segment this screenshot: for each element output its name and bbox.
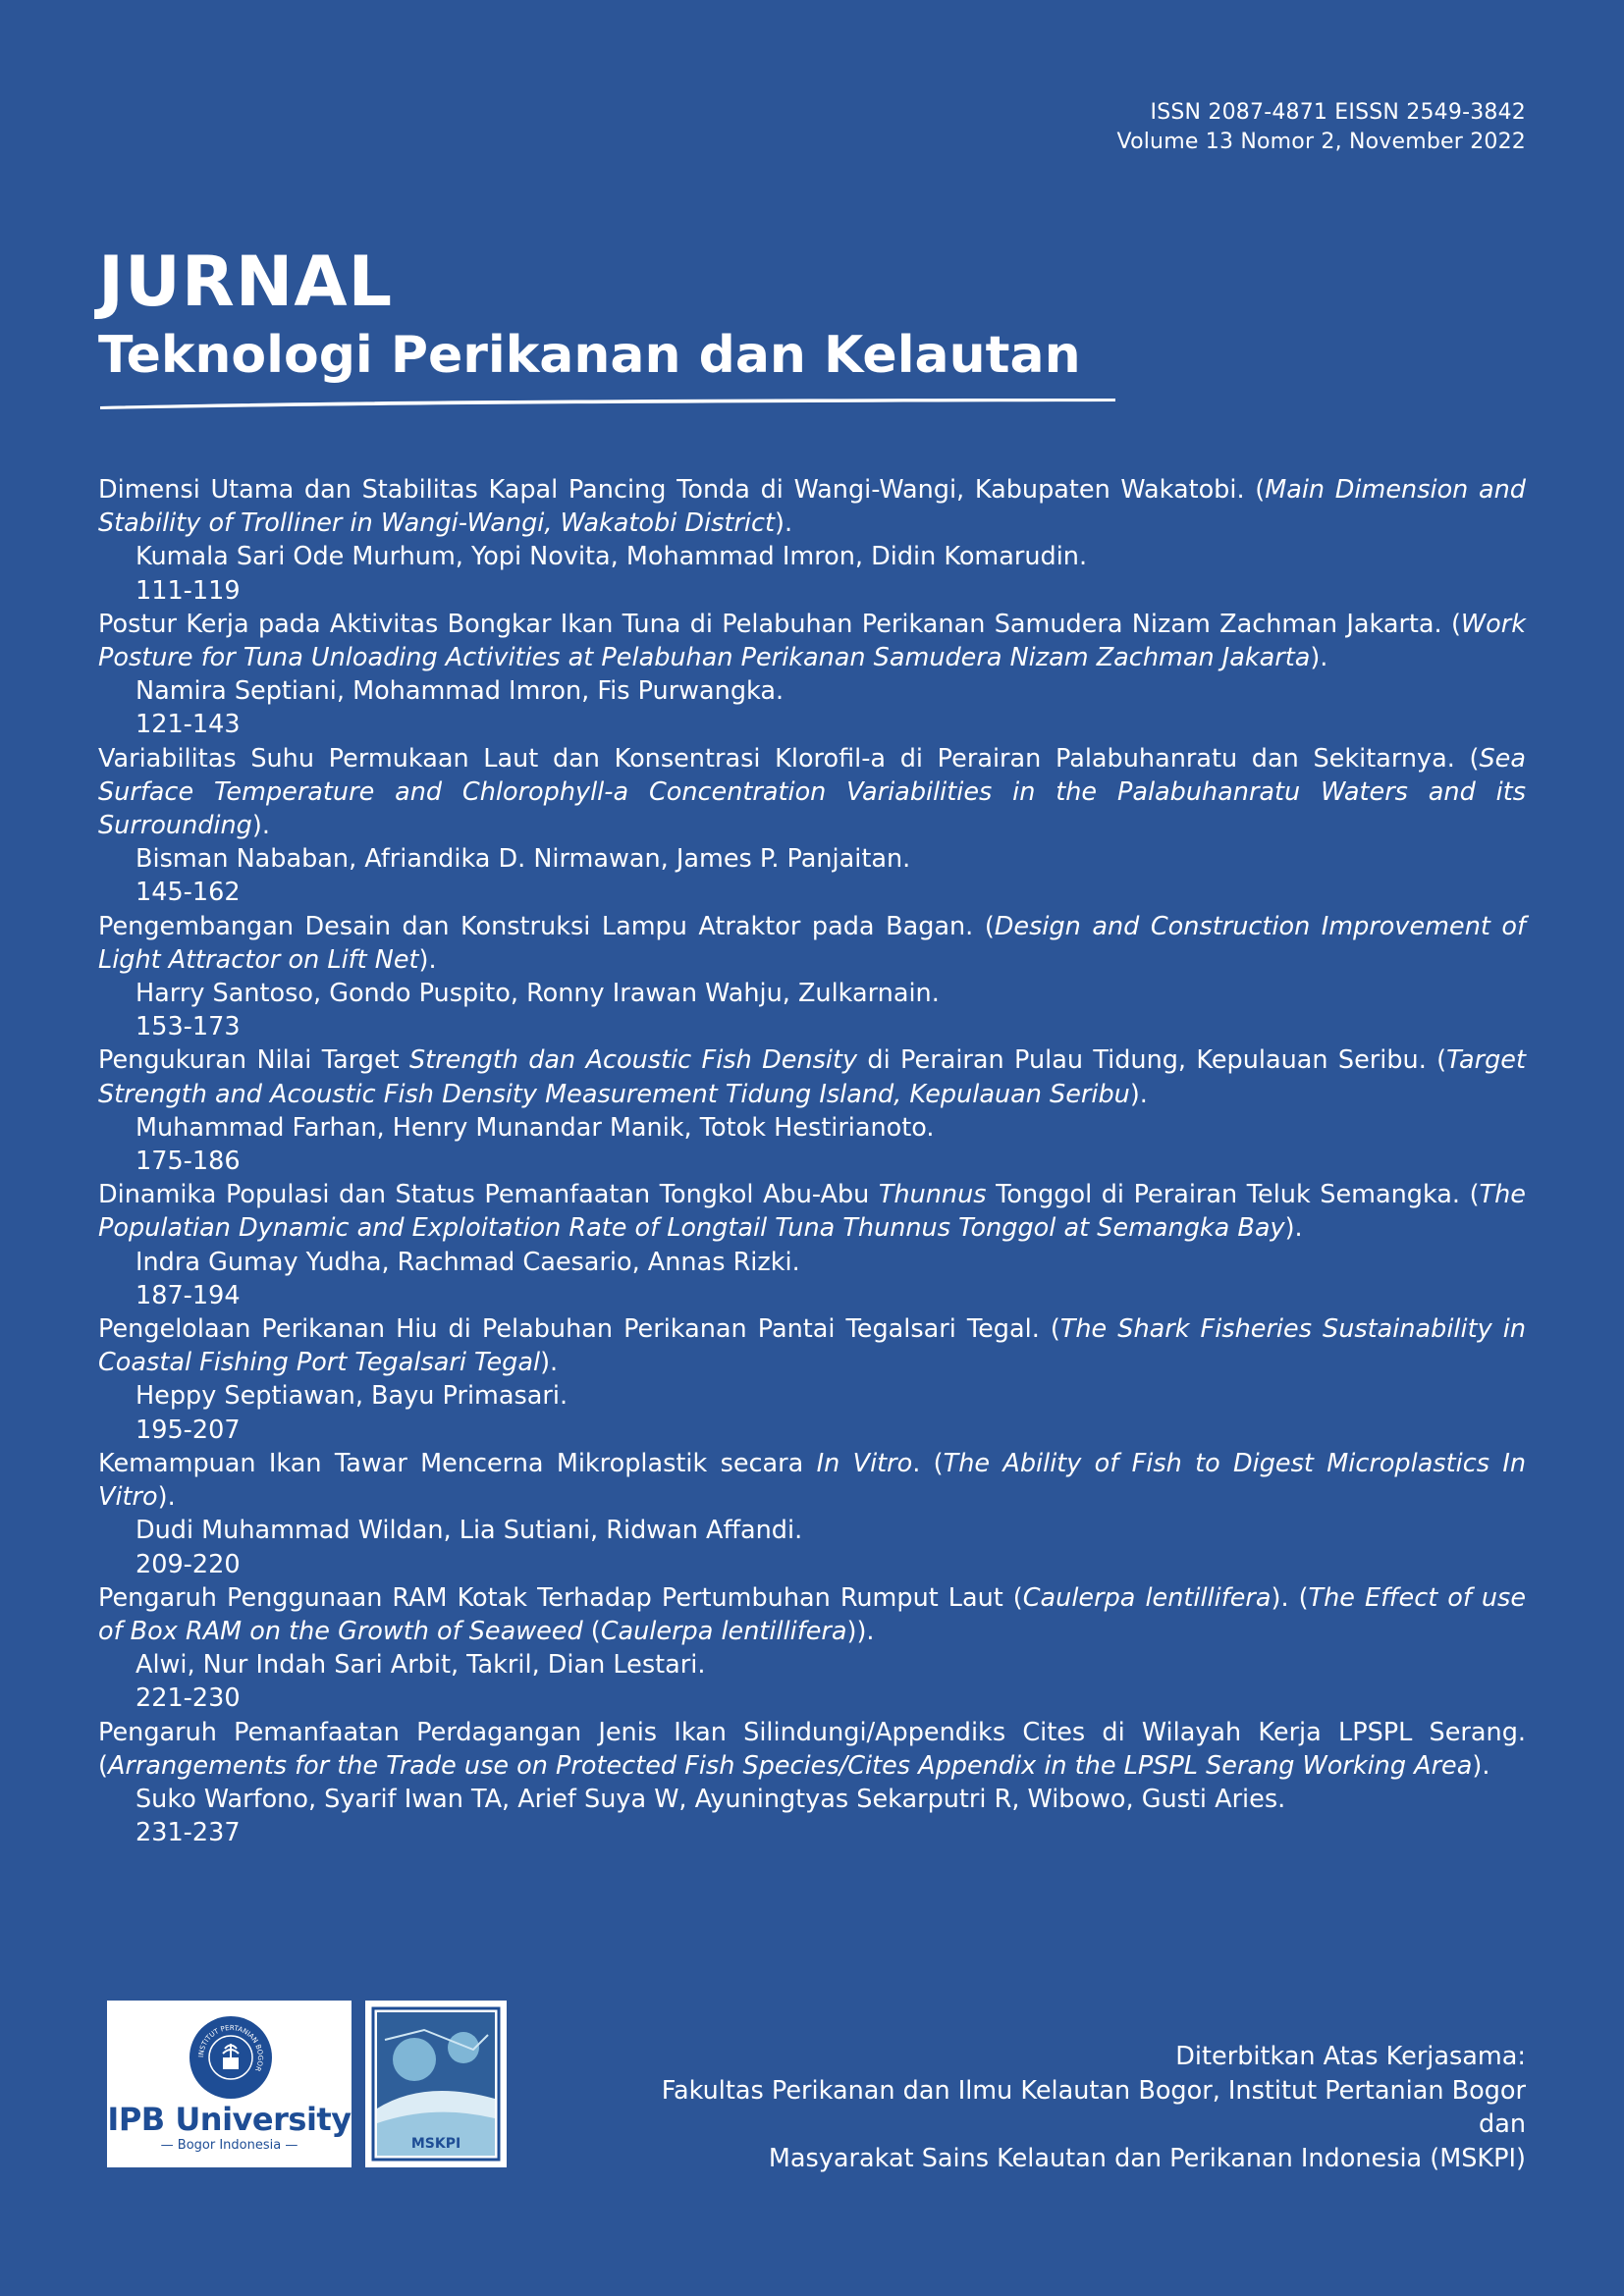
- article-title-segment: ).: [251, 811, 270, 841]
- mskpi-label: MSKPI: [410, 2136, 461, 2152]
- article-title-segment: Caulerpa lentillifera: [1022, 1582, 1272, 1613]
- article-title: [98, 1178, 1526, 1245]
- table-of-contents: [98, 473, 1526, 1849]
- article-title-segment: Pengukuran Nilai Target: [98, 1045, 410, 1076]
- article-entry: [98, 1447, 1526, 1581]
- article-authors: Bisman Nababan, Afriandika D. Nirmawan, James P. Panjaitan.: [135, 844, 911, 875]
- article-title-segment: Dinamika Populasi dan Status Pemanfaatan Tongkol Abu-Abu: [98, 1180, 879, 1210]
- article-title: [98, 1043, 1526, 1110]
- article-pages: 175-186: [135, 1147, 241, 1177]
- article-pages: 209-220: [135, 1549, 241, 1579]
- article-pages: 111-119: [135, 575, 241, 606]
- article-authors: Muhammad Farhan, Henry Munandar Manik, Totok Hestirianoto.: [135, 1112, 935, 1143]
- article-title-segment: ).: [1310, 643, 1328, 673]
- article-entry: [98, 608, 1526, 742]
- article-entry: [98, 910, 1526, 1044]
- ipb-seal-text: INSTITUT PERTANIAN BOGOR: [196, 2023, 265, 2073]
- article-title-segment: ).: [418, 944, 437, 975]
- article-entry: [98, 1312, 1526, 1447]
- article-pages: 187-194: [135, 1280, 241, 1310]
- article-title: [98, 1716, 1526, 1783]
- article-title-segment: ).: [1284, 1213, 1303, 1244]
- article-title-segment: ). (: [1271, 1582, 1309, 1613]
- article-pages: 221-230: [135, 1683, 241, 1714]
- article-authors: Dudi Muhammad Wildan, Lia Sutiani, Ridwan Affandi.: [135, 1516, 803, 1546]
- article-title-segment: In Vitro: [816, 1448, 913, 1478]
- article-title-segment: Arrangements for the Trade use on Protected Fish Species/Cites Appendix in the LPSPL Serang Working Area: [107, 1750, 1473, 1781]
- article-entry: [98, 1043, 1526, 1178]
- issn-block: [1117, 98, 1526, 157]
- publisher-block: [662, 2040, 1526, 2175]
- article-title-segment: The Effect of use of Box RAM on the Growth of Seaweed: [98, 1582, 1527, 1646]
- article-entry: [98, 473, 1526, 608]
- article-title-segment: . (: [912, 1448, 944, 1478]
- article-title-segment: (: [582, 1616, 601, 1646]
- article-authors: Heppy Septiawan, Bayu Primasari.: [135, 1381, 568, 1412]
- article-title: [98, 910, 1526, 977]
- article-title-segment: Dimensi Utama dan Stabilitas Kapal Pancing Tonda di Wangi-Wangi, Kabupaten Wakatobi. (: [98, 475, 1266, 505]
- article-title-segment: Caulerpa lentillifera: [600, 1616, 847, 1646]
- article-entry: [98, 1178, 1526, 1312]
- article-title-segment: Target Strength and Acoustic Fish Density Measurement Tidung Island, Kepulauan Seribu: [98, 1045, 1526, 1109]
- article-title-segment: ).: [1472, 1750, 1490, 1781]
- article-pages: 195-207: [135, 1415, 241, 1445]
- journal-title-block: [98, 241, 1178, 410]
- article-title: [98, 1581, 1526, 1648]
- article-title: [98, 1447, 1526, 1514]
- article-title-segment: Pengaruh Penggunaan RAM Kotak Terhadap Pertumbuhan Rumput Laut (: [98, 1582, 1023, 1613]
- article-title-segment: ).: [775, 508, 793, 539]
- article-title-segment: Pengelolaan Perikanan Hiu di Pelabuhan Perikanan Pantai Tegalsari Tegal. (: [98, 1314, 1060, 1345]
- article-title-segment: The Ability of Fish to Digest Microplastics In Vitro: [98, 1448, 1526, 1513]
- article-pages: 145-162: [135, 878, 241, 908]
- ipb-seal-icon: [189, 2016, 272, 2099]
- article-title-segment: The Populatian Dynamic and Exploitation Rate of Longtail Tuna Thunnus Tonggol at Semangka Bay: [98, 1180, 1526, 1244]
- publisher-line: Diterbitkan Atas Kerjasama:: [1175, 2042, 1526, 2071]
- article-title-segment: Sea Surface Temperature and Chlorophyll-a Concentration Variabilities in the Palabuhanratu Waters and its Surrounding: [98, 743, 1526, 841]
- article-title-segment: Tonggol di Perairan Teluk Semangka. (: [986, 1180, 1480, 1210]
- article-title: [98, 608, 1526, 674]
- mskpi-logo: [365, 2001, 507, 2167]
- article-pages: 121-143: [135, 710, 241, 740]
- article-title-segment: ).: [1129, 1079, 1148, 1109]
- title-underline: [98, 395, 1119, 410]
- issn-line: ISSN 2087-4871 EISSN 2549-3842: [1150, 100, 1526, 125]
- article-title-segment: Design and Construction Improvement of Light Attractor on Lift Net: [98, 911, 1526, 975]
- article-title-segment: Variabilitas Suhu Permukaan Laut dan Konsentrasi Klorofil-a di Perairan Palabuhanratu dan Sekitarnya. (: [98, 743, 1480, 774]
- journal-label: JURNAL: [98, 241, 394, 322]
- article-title: [98, 473, 1526, 540]
- article-title-segment: Strength dan Acoustic Fish Density: [409, 1045, 858, 1076]
- volume-line: Volume 13 Nomor 2, November 2022: [1116, 130, 1526, 154]
- article-title-segment: di Perairan Pulau Tidung, Kepulauan Seribu. (: [857, 1045, 1447, 1076]
- publisher-line: Masyarakat Sains Kelautan dan Perikanan Indonesia (MSKPI): [768, 2143, 1526, 2173]
- article-title-segment: Work Posture for Tuna Unloading Activities at Pelabuhan Perikanan Samudera Nizam Zachman Jakarta: [98, 609, 1526, 673]
- article-title-segment: The Shark Fisheries Sustainability in Coastal Fishing Port Tegalsari Tegal: [98, 1314, 1526, 1378]
- article-title: [98, 1312, 1526, 1379]
- article-pages: 153-173: [135, 1012, 241, 1042]
- article-entry: [98, 742, 1526, 910]
- article-authors: Alwi, Nur Indah Sari Arbit, Takril, Dian Lestari.: [135, 1650, 706, 1681]
- article-authors: Namira Septiani, Mohammad Imron, Fis Purwangka.: [135, 676, 785, 707]
- ipb-logo: [107, 2001, 352, 2167]
- article-title-segment: Pengembangan Desain dan Konstruksi Lampu Atraktor pada Bagan. (: [98, 911, 995, 941]
- article-title-segment: Main Dimension and Stability of Trolliner in Wangi-Wangi, Wakatobi District: [98, 475, 1526, 539]
- article-title-segment: )).: [846, 1616, 875, 1646]
- article-pages: 231-237: [135, 1818, 241, 1848]
- article-authors: Harry Santoso, Gondo Puspito, Ronny Irawan Wahju, Zulkarnain.: [135, 979, 940, 1009]
- article-title-segment: Postur Kerja pada Aktivitas Bongkar Ikan Tuna di Pelabuhan Perikanan Samudera Nizam Zachman Jakarta. (: [98, 609, 1461, 639]
- ipb-subname: — Bogor Indonesia —: [160, 2138, 298, 2153]
- publisher-line: dan: [1479, 2109, 1526, 2139]
- article-title-segment: Thunnus: [878, 1180, 987, 1210]
- article-title-segment: ).: [540, 1348, 559, 1378]
- article-title: [98, 742, 1526, 843]
- article-title-segment: Kemampuan Ikan Tawar Mencerna Mikroplastik secara: [98, 1448, 817, 1478]
- article-authors: Suko Warfono, Syarif Iwan TA, Arief Suya W, Ayuningtyas Sekarputri R, Wibowo, Gusti Aries.: [135, 1784, 1286, 1814]
- article-authors: Indra Gumay Yudha, Rachmad Caesario, Annas Rizki.: [135, 1247, 800, 1277]
- article-authors: Kumala Sari Ode Murhum, Yopi Novita, Mohammad Imron, Didin Komarudin.: [135, 542, 1088, 572]
- publisher-line: Fakultas Perikanan dan Ilmu Kelautan Bogor, Institut Pertanian Bogor: [661, 2075, 1526, 2106]
- article-title-segment: Pengaruh Pemanfaatan Perdagangan Jenis Ikan Silindungi/Appendiks Cites di Wilayah Kerja LPSPL Serang. (: [98, 1717, 1526, 1781]
- article-entry: [98, 1716, 1526, 1850]
- article-entry: [98, 1581, 1526, 1716]
- ipb-name: IPB University: [107, 2101, 352, 2138]
- article-title-segment: ).: [157, 1482, 176, 1513]
- journal-name: Teknologi Perikanan dan Kelautan: [98, 326, 1081, 385]
